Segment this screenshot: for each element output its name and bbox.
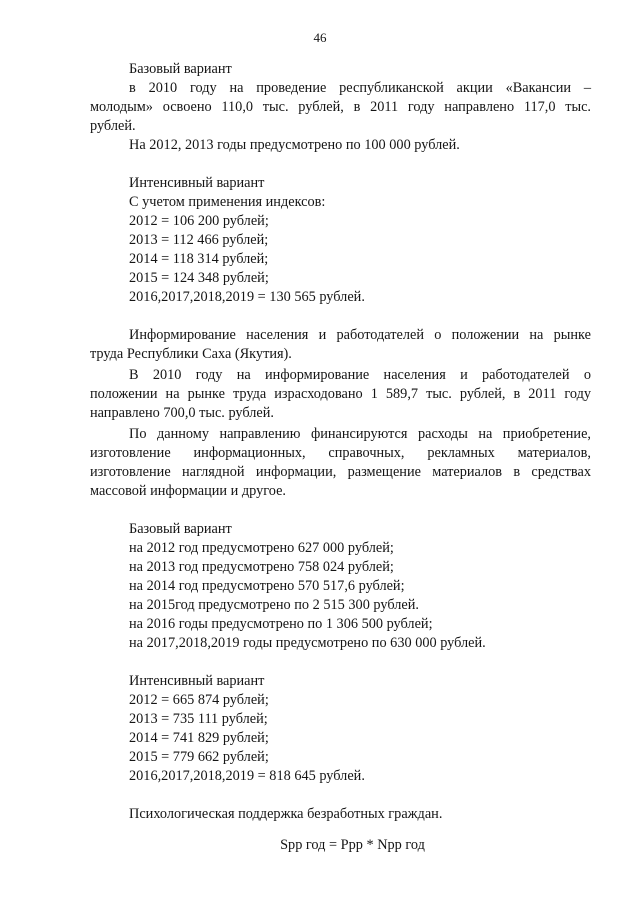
section-title-line: Информирование населения и работодателей о положении на рынке xyxy=(129,327,591,343)
formula: Spp год = Ppp * Npp год xyxy=(280,837,425,853)
section-heading: Базовый вариант xyxy=(129,61,232,77)
list-item: 2013 = 112 466 рублей; xyxy=(129,232,269,248)
list-item: 2013 = 735 111 рублей; xyxy=(129,711,268,727)
intensive-variant-section-2 xyxy=(90,672,591,786)
list-item: на 2015год предусмотрено по 2 515 300 рублей. xyxy=(129,597,419,613)
informing-section xyxy=(90,326,591,501)
section-title: Психологическая поддержка безработных граждан. xyxy=(129,806,443,822)
list-item: на 2016 годы предусмотрено по 1 306 500 рублей; xyxy=(129,616,433,632)
paragraph-line: положении на рынке труда израсходовано 1 589,7 тыс. рублей, в 2011 году xyxy=(90,386,591,402)
base-variant-section-2 xyxy=(90,520,591,653)
list-item: 2014 = 741 829 рублей; xyxy=(129,730,269,746)
base-variant-section-1 xyxy=(90,60,591,155)
page-content xyxy=(90,60,591,855)
spacer xyxy=(90,786,591,805)
list-item: на 2017,2018,2019 годы предусмотрено по 630 000 рублей. xyxy=(129,635,486,651)
paragraph-line: С учетом применения индексов: xyxy=(129,194,326,210)
paragraph-line: рублей. xyxy=(90,118,136,134)
list-item: 2014 = 118 314 рублей; xyxy=(129,251,269,267)
spacer xyxy=(90,824,591,836)
list-item: на 2013 год предусмотрено 758 024 рублей; xyxy=(129,559,394,575)
list-item: 2012 = 665 874 рублей; xyxy=(129,692,269,708)
paragraph-line: изготовление наглядной информации, размещение материалов в средствах xyxy=(90,464,591,480)
section-heading: Базовый вариант xyxy=(129,521,232,537)
paragraph-line: массовой информации и другое. xyxy=(90,483,286,499)
psych-support-section xyxy=(90,805,591,855)
list-item: на 2012 год предусмотрено 627 000 рублей; xyxy=(129,540,394,556)
list-item: 2015 = 124 348 рублей; xyxy=(129,270,269,286)
paragraph-line: На 2012, 2013 годы предусмотрено по 100 000 рублей. xyxy=(129,137,460,153)
section-title-line: труда Республики Саха (Якутия). xyxy=(90,346,292,362)
section-heading: Интенсивный вариант xyxy=(129,175,265,191)
list-item: на 2014 год предусмотрено 570 517,6 рублей; xyxy=(129,578,405,594)
paragraph-line: изготовление информационных, справочных, рекламных материалов, xyxy=(90,445,591,461)
paragraph-line: направлено 700,0 тыс. рублей. xyxy=(90,405,275,421)
intensive-variant-section-1 xyxy=(90,174,591,307)
paragraph-line: в 2010 году на проведение республиканской акции «Вакансии – xyxy=(129,80,591,96)
page-number: 46 xyxy=(313,30,327,45)
spacer xyxy=(90,307,591,326)
section-heading: Интенсивный вариант xyxy=(129,673,265,689)
paragraph-line: В 2010 году на информирование населения и работодателей о xyxy=(129,367,591,383)
spacer xyxy=(90,155,591,174)
list-item: 2016,2017,2018,2019 = 818 645 рублей. xyxy=(129,768,365,784)
list-item: 2016,2017,2018,2019 = 130 565 рублей. xyxy=(129,289,365,305)
spacer xyxy=(90,501,591,520)
spacer xyxy=(90,653,591,672)
list-item: 2012 = 106 200 рублей; xyxy=(129,213,269,229)
paragraph-line: По данному направлению финансируются расходы на приобретение, xyxy=(129,426,591,442)
paragraph-line: молодым» освоено 110,0 тыс. рублей, в 2011 году направлено 117,0 тыс. xyxy=(90,99,591,115)
list-item: 2015 = 779 662 рублей; xyxy=(129,749,269,765)
